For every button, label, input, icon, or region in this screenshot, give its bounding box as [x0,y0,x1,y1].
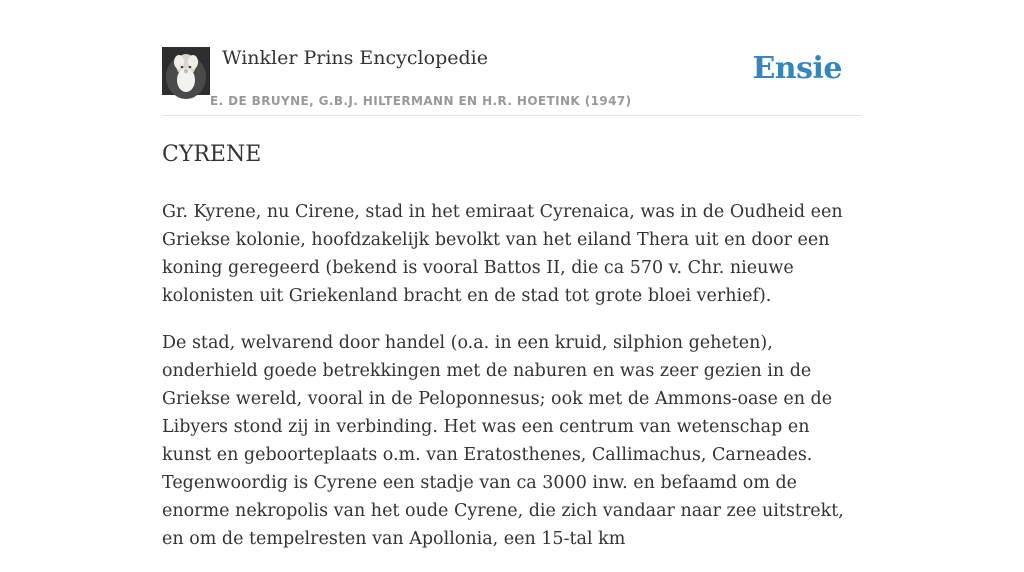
body-paragraph: Gr. Kyrene, nu Cirene, stad in het emiraat Cyrenaica, was in de Oudheid een Griekse kolonie, hoofdzakelijk bevolkt van het eiland Thera uit en door een koning geregeerd (bekend is vooral Battos II, die ca 570 v. Chr. nieuwe kolonisten uit Griekenland bracht en de stad tot grote bloei verhief). [162,202,843,306]
ensie-logo[interactable]: Ensie [752,51,842,86]
entry-title: CYRENE [162,142,262,167]
author-portrait-icon [162,47,210,95]
source-title[interactable]: Winkler Prins Encyclopedie [222,47,488,69]
body-paragraph: De stad, welvarend door handel (o.a. in een kruid, silphion geheten), onderhield goede betrekkingen met de naburen en was zeer gezien in de Griekse wereld, vooral in de Peloponnesus; ook met de Ammons-oase en de Libyers stond zij in verbinding. Het was een centrum van wetenschap en kunst en geboorteplaats o.m. van Eratosthenes, Callimachus, Carneades. Tegenwoordig is Cyrene een stadje van ca 3000 inw. en befaamd om de enorme nekropolis van het oude Cyrene, die zich vandaar naar zee uitstrekt, en om de tempelresten van Apollonia, een 15-tal km [162,333,844,549]
entry-body [162,198,862,553]
source-header [162,0,862,116]
author-avatar[interactable] [162,47,210,95]
content-column [162,0,862,572]
source-authors: E. DE BRUYNE, G.B.J. HILTERMANN EN H.R. HOETINK (1947) [210,94,632,108]
